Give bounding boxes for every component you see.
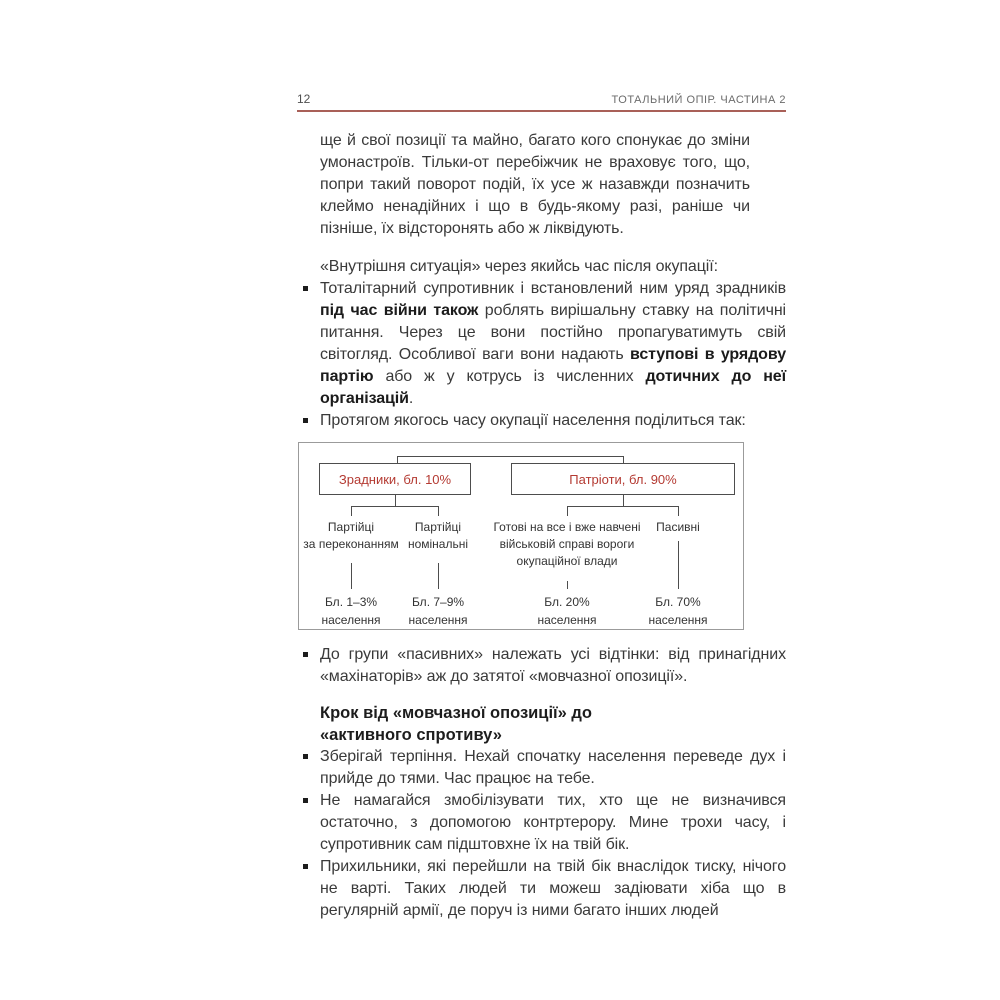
page-header (297, 92, 786, 112)
text-segment: Не намагайся змобілізувати тих, хто ще не визначився остаточно, з допомогою контртерору. Мине трохи часу, і супротивник сам підштовхне їх на твій бік. (320, 792, 786, 853)
bullet-square-icon (303, 754, 308, 759)
connector-line (623, 456, 624, 463)
text-line: за переконанням (303, 537, 399, 551)
text-line: Бл. 1–3% (324, 595, 378, 609)
text-segment: або ж у котрусь із численних (373, 368, 646, 385)
text-segment: Протягом якогось часу окупації населення поділиться так: (320, 412, 746, 429)
text-line: окупаційної влади (516, 554, 618, 568)
group-box-traitors: Зрадники, бл. 10% (319, 463, 471, 495)
connector-line (567, 506, 679, 507)
list-item (297, 278, 786, 410)
connector-line (438, 506, 439, 516)
connector-line (567, 506, 568, 516)
list-item (297, 790, 786, 856)
connector-line (623, 495, 624, 506)
running-title: ТОТАЛЬНИЙ ОПІР. ЧАСТИНА 2 (611, 94, 786, 106)
page-number: 12 (297, 92, 311, 106)
text-line: населення (648, 613, 708, 627)
text-line: Бл. 70% (655, 595, 701, 609)
text-line: військовій справі вороги (499, 537, 635, 551)
connector-line (351, 506, 352, 516)
text-line: Пасивні (656, 520, 700, 534)
text-segment: Прихильники, які перейшли на твій бік внаслідок тиску, нічого не варті. Таких людей ти можеш задіювати хіба що в регулярній армії, де поруч із ними багато інших людей (320, 858, 786, 919)
column-title (408, 519, 468, 553)
connector-line (397, 456, 398, 463)
bold-text-segment: вступові в урядову партію (320, 346, 786, 385)
text-line: Партійці (414, 520, 462, 534)
column-value (537, 593, 596, 629)
text-line: Крок від «мовчазної опозиції» до (320, 704, 592, 722)
list-item (297, 410, 786, 432)
text-segment: . (408, 390, 414, 407)
column-title (493, 519, 640, 570)
text-line: Бл. 7–9% (411, 595, 465, 609)
column-title (303, 519, 398, 553)
bullet-list-middle (297, 644, 786, 688)
text-line: «активного спротиву» (320, 726, 502, 744)
column-value (648, 593, 707, 629)
bullet-square-icon (303, 798, 308, 803)
connector-line (351, 506, 439, 507)
text-line: номінальні (407, 537, 469, 551)
column-value (321, 593, 380, 629)
list-item (297, 644, 786, 688)
text-line: Партійці (327, 520, 375, 534)
list-item-text (320, 792, 786, 853)
text-segment: Зберігай терпіння. Нехай спочатку населення переведе дух і прийде до тями. Час працює на тебе. (320, 748, 786, 787)
bullet-square-icon (303, 652, 308, 657)
connector-line (678, 506, 679, 516)
text-segment: роблять вирішальну ставку на політичні питання. Через це вони постійно пропагуватимуть свій світогляд. Особливої ваги вони надають (320, 302, 787, 363)
list-item (297, 746, 786, 790)
population-split-diagram (298, 442, 744, 630)
connector-line (395, 495, 396, 506)
text-line: населення (321, 613, 381, 627)
bold-text-segment: під час війни також (320, 302, 479, 319)
text-line: Бл. 20% (544, 595, 590, 609)
bullet-list-bottom (297, 746, 786, 922)
text-line: Готові на все і вже навчені (493, 520, 641, 534)
list-item-text (320, 858, 786, 919)
situation-lead: «Внутрішня ситуація» через якийсь час після окупації: (320, 258, 718, 275)
column-title (656, 519, 700, 536)
bullet-square-icon (303, 418, 308, 423)
text-segment: Тоталітарний супротивник і встановлений ним уряд зрадників (320, 280, 786, 297)
bullet-list-top (297, 278, 786, 432)
text-column (297, 92, 786, 922)
list-item-text (320, 280, 786, 407)
list-item-text (320, 646, 786, 685)
connector-line (678, 541, 679, 589)
connector-line (397, 456, 624, 457)
list-item (297, 856, 786, 922)
connector-line (351, 563, 352, 589)
bullet-square-icon (303, 286, 308, 291)
opening-paragraph: ще й свої позиції та майно, багато кого спонукає до зміни умонастроїв. Тільки-от перебіжчик не враховує того, що, попри такий поворот подій, їх усе ж назавжди позначить клеймо ненадійних і що в будь-якому разі, раніше чи пізніше, їх відсторонять або ж ліквідують. (320, 132, 750, 237)
text-line: населення (537, 613, 597, 627)
column-value (408, 593, 467, 629)
connector-line (438, 563, 439, 589)
text-line: населення (408, 613, 468, 627)
bold-text-segment: дотичних до неї організацій (320, 368, 786, 407)
group-box-patriots: Патріоти, бл. 90% (511, 463, 735, 495)
list-item-text (320, 748, 786, 787)
connector-line (567, 581, 568, 589)
list-item-text (320, 412, 746, 429)
text-segment: До групи «пасивних» належать усі відтінки: від принагідних «махінаторів» аж до затятої «мовчазної опозиції». (320, 646, 786, 685)
bullet-square-icon (303, 864, 308, 869)
section-heading (320, 702, 786, 746)
